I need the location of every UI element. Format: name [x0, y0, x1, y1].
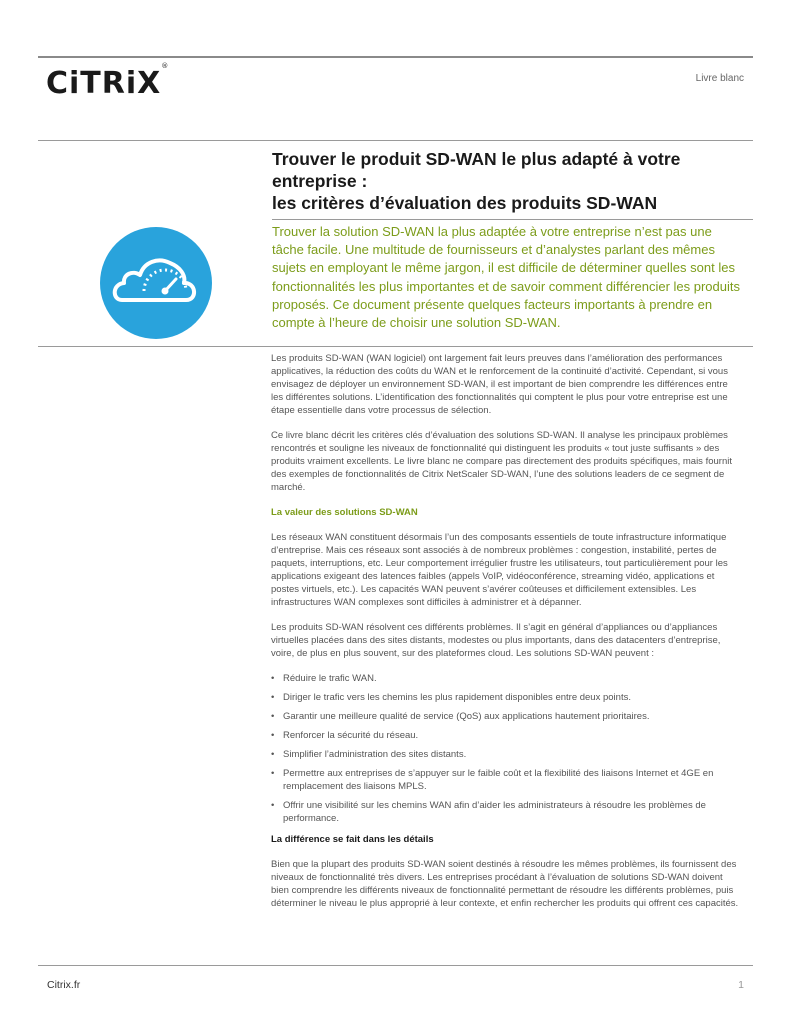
list-item [271, 799, 739, 825]
list-item [271, 767, 739, 793]
title-rule [38, 140, 753, 141]
list-item [271, 691, 739, 704]
bullet-glyph: • [271, 692, 275, 703]
body-paragraph-1: Les produits SD-WAN (WAN logiciel) ont largement fait leurs preuves dans l’amélioration des performances applicatives, la réduction des coûts du WAN et le renforcement de la continuité d’activité. Cependant, si vous envisagez de déployer un environnement SD-WAN, il est important de bien comprendre les différences entre les différentes solutions. L’identification des fonctionnalités qui comptent le plus pour votre entreprise est une étape essentielle dans votre processus de sélection. [271, 353, 728, 416]
section-heading-value: La valeur des solutions SD-WAN [271, 507, 418, 518]
list-item-text: Garantir une meilleure qualité de service (QoS) aux applications hautement prioritaires. [283, 711, 650, 722]
benefits-list [271, 672, 739, 825]
list-item-text: Simplifier l’administration des sites distants. [283, 749, 467, 760]
logo-text: CiTRiX [46, 66, 162, 101]
body-paragraph-2: Ce livre blanc décrit les critères clés d’évaluation des solutions SD-WAN. Il analyse les principaux problèmes rencontrés et souligne les niveaux de fonctionnalité qui distinguent les produits « tout juste suffisants » des produits vraiment excellents. Le livre blanc ne compare pas directement des produits spécifiques, mais fournit des exemples de fonctionnalités de Citrix NetScaler SD-WAN, l’une des solutions leaders de ce segment de marché. [271, 430, 732, 493]
logo-registered-mark: ® [161, 62, 170, 70]
body-paragraph-4: Les produits SD-WAN résolvent ces différents problèmes. Il s’agit en général d’appliances ou d’appliances virtuelles placées dans des sites distants, modestes ou plus importants, dans des datacenters d’entreprise, voire, de plus en plus souvent, sur des plateformes cloud. Les solutions SD-WAN peuvent : [271, 622, 721, 659]
bullet-glyph: • [271, 749, 275, 760]
cloud-speedometer-icon [100, 227, 212, 339]
intro-paragraph: Trouver la solution SD-WAN la plus adaptée à votre entreprise n’est pas une tâche facile. Une multitude de fournisseurs et d’analystes parlant des mêmes sujets en employant le même jargon, il est difficile de déterminer quelles sont les fonctionnalités les plus importantes et de savoir comment différencier les produits proposés. Ce document présente quelques facteurs importants à prendre en compte à l’heure de choisir une solution SD-WAN. [272, 224, 740, 331]
title-line-1: Trouver le produit SD-WAN le plus adapté à votre entreprise : [272, 149, 681, 191]
citrix-logo [46, 62, 170, 101]
body-content [271, 352, 739, 922]
bullet-glyph: • [271, 800, 275, 811]
document-type-label: Livre blanc [695, 73, 744, 84]
title-line-2: les critères d’évaluation des produits SD-WAN [272, 193, 658, 213]
page-number: 1 [738, 979, 744, 991]
list-item [271, 710, 739, 723]
footer-rule [38, 965, 753, 966]
top-rule [38, 56, 753, 58]
sub-heading-details: La différence se fait dans les détails [271, 834, 434, 845]
intro-rule [272, 219, 753, 220]
list-item [271, 672, 739, 685]
bullet-glyph: • [271, 768, 275, 779]
list-item-text: Permettre aux entreprises de s’appuyer sur le faible coût et la flexibilité des liaisons Internet et 4GE en remplacement des liaisons MPLS. [283, 768, 714, 792]
list-item [271, 748, 739, 761]
bullet-glyph: • [271, 711, 275, 722]
list-item-text: Offrir une visibilité sur les chemins WAN afin d’aider les administrateurs à résoudre les problèmes de performance. [283, 800, 706, 824]
bullet-glyph: • [271, 730, 275, 741]
body-paragraph-3: Les réseaux WAN constituent désormais l’un des composants essentiels de toute infrastructure informatique d’entreprise. Mais ces réseaux sont associés à de nombreux problèmes : congestion, instabilité, pertes de paquets, interruptions, etc. Leur comportement irrégulier frustre les utilisateurs, tout particulièrement pour les applications exigeant des latences faibles (appels VoIP, vidéoconférence, streaming vidéo, applications et postes virtuels, etc.). Les capacités WAN peuvent s’avérer coûteuses et difficilement extensibles. Les infrastructures WAN complexes sont difficiles à administrer et à dépanner. [271, 532, 728, 608]
list-item-text: Réduire le trafic WAN. [283, 673, 377, 684]
page-title [272, 148, 742, 214]
body-rule [38, 346, 753, 347]
cloud-speedometer-graphic [100, 227, 212, 339]
list-item [271, 729, 739, 742]
list-item-text: Renforcer la sécurité du réseau. [283, 730, 419, 741]
bullet-glyph: • [271, 673, 275, 684]
footer-site-link[interactable]: Citrix.fr [47, 979, 81, 991]
body-paragraph-5: Bien que la plupart des produits SD-WAN soient destinés à résoudre les mêmes problèmes, ils fournissent des niveaux de fonctionnalité très divers. Les entreprises procédant à l’évaluation de solutions SD-WAN doivent bien comprendre les différents niveaux de fonctionnalité permettant de résoudre les différents problèmes, puis déterminer le niveau le plus approprié à leur contexte, et enfin rechercher les produits qui offrent ces capacités. [271, 859, 739, 909]
list-item-text: Diriger le trafic vers les chemins les plus rapidement disponibles entre deux points. [283, 692, 631, 703]
